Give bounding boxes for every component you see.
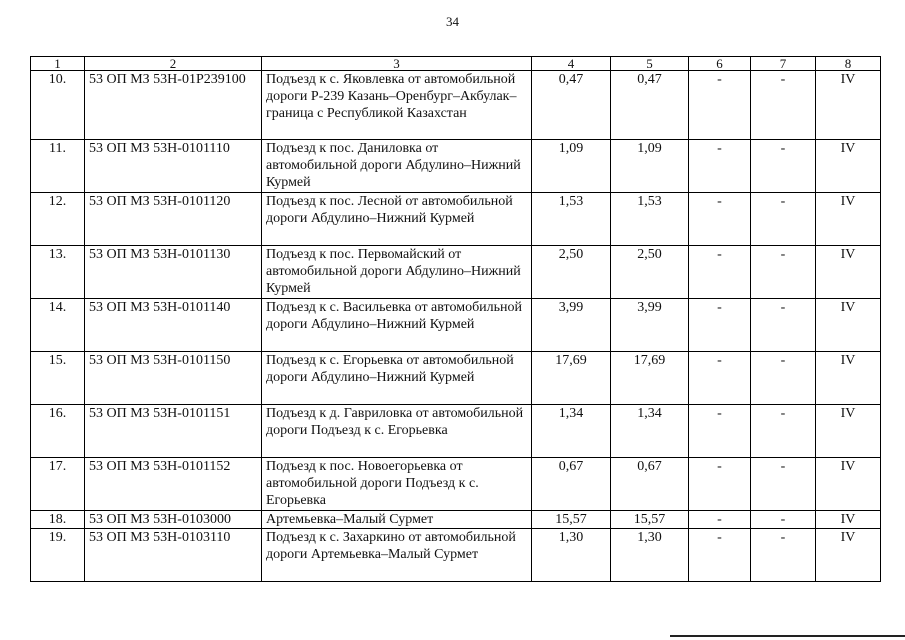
column-7-value: - xyxy=(751,529,816,582)
row-number: 16. xyxy=(31,405,85,458)
road-name: Подъезд к с. Яковлевка от автомобильной дороги Р-239 Казань–Оренбург–Акбулак–граница с Республикой Казахстан xyxy=(262,71,532,140)
column-7-value: - xyxy=(751,71,816,140)
length-asphalt: 0,47 xyxy=(611,71,689,140)
table-row xyxy=(31,193,881,246)
column-header: 2 xyxy=(85,57,262,71)
row-number: 15. xyxy=(31,352,85,405)
column-header: 3 xyxy=(262,57,532,71)
column-7-value: - xyxy=(751,458,816,511)
road-category: IV xyxy=(816,140,881,193)
length-total: 0,47 xyxy=(532,71,611,140)
table-row xyxy=(31,71,881,140)
length-total: 1,53 xyxy=(532,193,611,246)
column-header: 5 xyxy=(611,57,689,71)
road-code: 53 ОП МЗ 53Н-0101150 xyxy=(85,352,262,405)
road-code: 53 ОП МЗ 53Н-01Р239100 xyxy=(85,71,262,140)
column-6-value: - xyxy=(689,352,751,405)
column-7-value: - xyxy=(751,193,816,246)
road-code: 53 ОП МЗ 53Н-0101152 xyxy=(85,458,262,511)
table-row xyxy=(31,511,881,529)
length-total: 2,50 xyxy=(532,246,611,299)
length-asphalt: 2,50 xyxy=(611,246,689,299)
row-number: 10. xyxy=(31,71,85,140)
table-row xyxy=(31,458,881,511)
column-6-value: - xyxy=(689,299,751,352)
road-code: 53 ОП МЗ 53Н-0101130 xyxy=(85,246,262,299)
column-6-value: - xyxy=(689,71,751,140)
road-category: IV xyxy=(816,193,881,246)
road-code: 53 ОП МЗ 53Н-0103000 xyxy=(85,511,262,529)
row-number: 18. xyxy=(31,511,85,529)
column-7-value: - xyxy=(751,405,816,458)
length-asphalt: 15,57 xyxy=(611,511,689,529)
column-header: 6 xyxy=(689,57,751,71)
road-code: 53 ОП МЗ 53Н-0101151 xyxy=(85,405,262,458)
length-total: 17,69 xyxy=(532,352,611,405)
road-category: IV xyxy=(816,352,881,405)
column-header: 8 xyxy=(816,57,881,71)
road-category: IV xyxy=(816,299,881,352)
length-asphalt: 1,30 xyxy=(611,529,689,582)
length-total: 0,67 xyxy=(532,458,611,511)
table-row xyxy=(31,140,881,193)
road-category: IV xyxy=(816,246,881,299)
length-asphalt: 17,69 xyxy=(611,352,689,405)
road-name: Подъезд к с. Захаркино от автомобильной дороги Артемьевка–Малый Сурмет xyxy=(262,529,532,582)
road-name: Подъезд к пос. Новоегорьевка от автомобильной дороги Подъезд к с. Егорьевка xyxy=(262,458,532,511)
row-number: 13. xyxy=(31,246,85,299)
row-number: 14. xyxy=(31,299,85,352)
length-asphalt: 0,67 xyxy=(611,458,689,511)
road-category: IV xyxy=(816,529,881,582)
road-category: IV xyxy=(816,405,881,458)
table-row xyxy=(31,299,881,352)
road-code: 53 ОП МЗ 53Н-0101140 xyxy=(85,299,262,352)
table-row xyxy=(31,529,881,582)
row-number: 19. xyxy=(31,529,85,582)
length-asphalt: 1,34 xyxy=(611,405,689,458)
length-total: 3,99 xyxy=(532,299,611,352)
road-code: 53 ОП МЗ 53Н-0101110 xyxy=(85,140,262,193)
road-name: Артемьевка–Малый Сурмет xyxy=(262,511,532,529)
column-6-value: - xyxy=(689,193,751,246)
road-name: Подъезд к пос. Лесной от автомобильной дороги Абдулино–Нижний Курмей xyxy=(262,193,532,246)
page-number: 34 xyxy=(446,14,459,29)
roads-table xyxy=(30,56,881,582)
road-category: IV xyxy=(816,71,881,140)
road-name: Подъезд к пос. Первомайский от автомобильной дороги Абдулино–Нижний Курмей xyxy=(262,246,532,299)
length-total: 1,30 xyxy=(532,529,611,582)
length-asphalt: 1,09 xyxy=(611,140,689,193)
column-7-value: - xyxy=(751,246,816,299)
table-header-row xyxy=(31,57,881,71)
column-7-value: - xyxy=(751,511,816,529)
length-asphalt: 3,99 xyxy=(611,299,689,352)
column-6-value: - xyxy=(689,511,751,529)
column-header: 4 xyxy=(532,57,611,71)
table-row xyxy=(31,246,881,299)
length-total: 1,34 xyxy=(532,405,611,458)
row-number: 17. xyxy=(31,458,85,511)
row-number: 11. xyxy=(31,140,85,193)
road-name: Подъезд к с. Егорьевка от автомобильной дороги Абдулино–Нижний Курмей xyxy=(262,352,532,405)
column-header: 7 xyxy=(751,57,816,71)
column-7-value: - xyxy=(751,140,816,193)
road-category: IV xyxy=(816,511,881,529)
road-code: 53 ОП МЗ 53Н-0101120 xyxy=(85,193,262,246)
length-asphalt: 1,53 xyxy=(611,193,689,246)
table-row xyxy=(31,405,881,458)
column-7-value: - xyxy=(751,299,816,352)
road-name: Подъезд к д. Гавриловка от автомобильной дороги Подъезд к с. Егорьевка xyxy=(262,405,532,458)
column-6-value: - xyxy=(689,140,751,193)
footer-divider xyxy=(670,635,905,637)
road-category: IV xyxy=(816,458,881,511)
column-header: 1 xyxy=(31,57,85,71)
road-name: Подъезд к пос. Даниловка от автомобильной дороги Абдулино–Нижний Курмей xyxy=(262,140,532,193)
row-number: 12. xyxy=(31,193,85,246)
column-7-value: - xyxy=(751,352,816,405)
table-row xyxy=(31,352,881,405)
road-name: Подъезд к с. Васильевка от автомобильной дороги Абдулино–Нижний Курмей xyxy=(262,299,532,352)
column-6-value: - xyxy=(689,458,751,511)
length-total: 15,57 xyxy=(532,511,611,529)
road-code: 53 ОП МЗ 53Н-0103110 xyxy=(85,529,262,582)
column-6-value: - xyxy=(689,405,751,458)
column-6-value: - xyxy=(689,529,751,582)
column-6-value: - xyxy=(689,246,751,299)
length-total: 1,09 xyxy=(532,140,611,193)
